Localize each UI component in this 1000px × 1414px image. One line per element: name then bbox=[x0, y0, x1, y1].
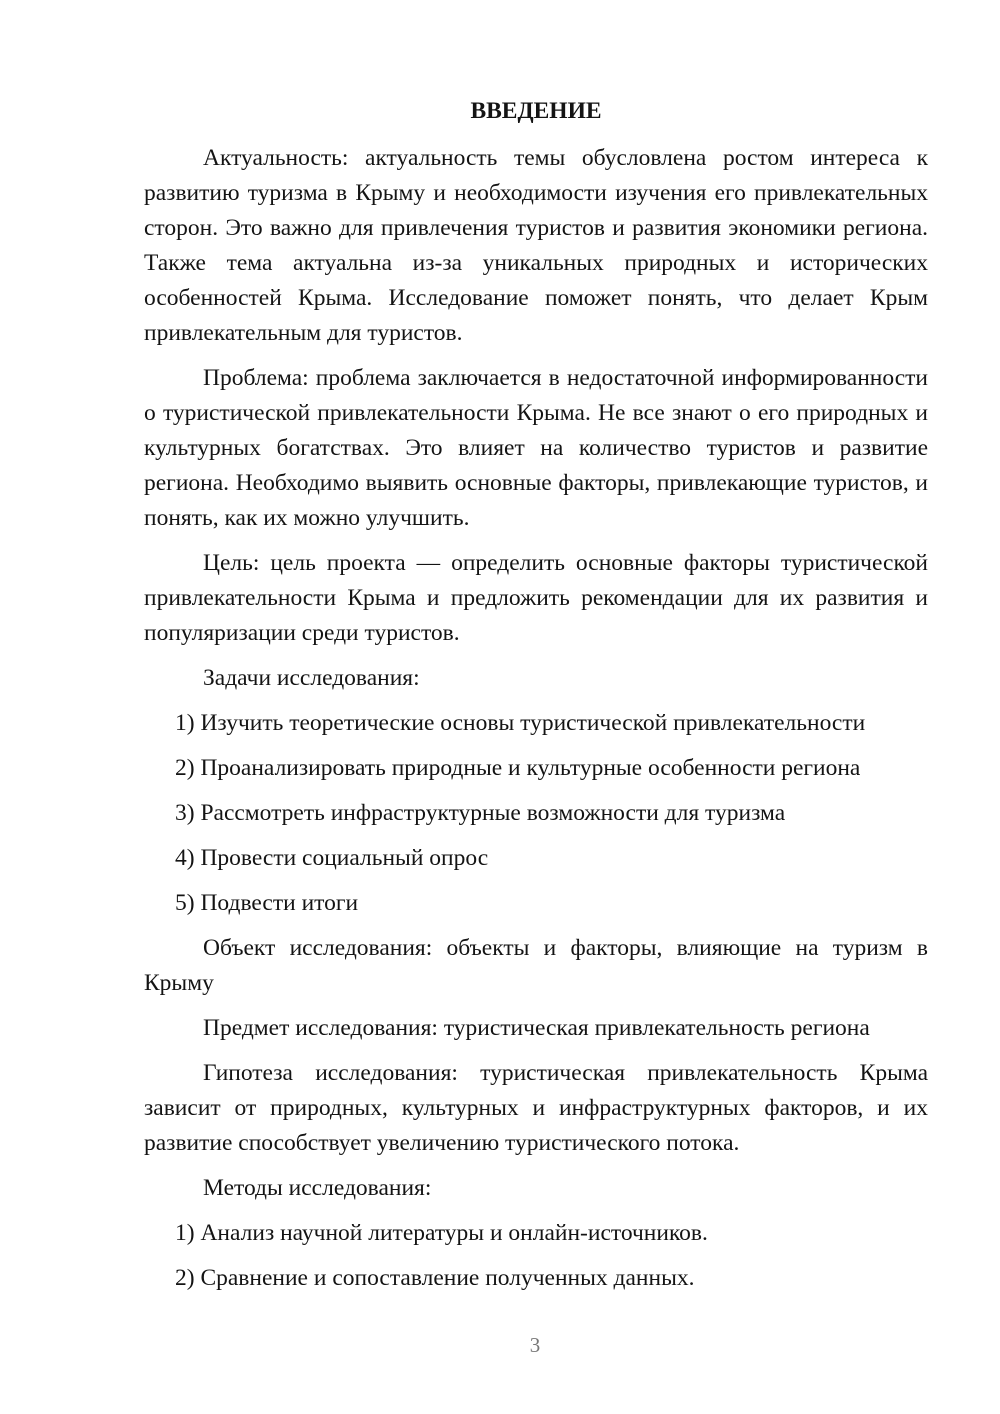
page-content bbox=[144, 94, 928, 1306]
section-heading: ВВЕДЕНИЕ bbox=[470, 98, 602, 124]
list-item: 4) Провести социальный опрос bbox=[175, 845, 489, 871]
list-item: 2) Сравнение и сопоставление полученных данных. bbox=[175, 1265, 695, 1291]
tasks-list bbox=[144, 706, 928, 921]
goal-paragraph: Цель: цель проекта — определить основные факторы туристической привлекательности Крыма и предложить рекомендации для их развития и популяризации среди туристов. bbox=[144, 550, 928, 646]
tasks-label: Задачи исследования: bbox=[203, 665, 420, 691]
methods-label: Методы исследования: bbox=[203, 1175, 432, 1201]
list-item: 3) Рассмотреть инфраструктурные возможности для туризма bbox=[175, 800, 786, 826]
page-number: 3 bbox=[529, 1333, 541, 1357]
list-item: 5) Подвести итоги bbox=[175, 890, 359, 916]
methods-list bbox=[144, 1216, 928, 1296]
list-item: 1) Изучить теоретические основы туристической привлекательности bbox=[175, 710, 866, 736]
problem-paragraph: Проблема: проблема заключается в недостаточной информированности о туристической привлекательности Крыма. Не все знают о его природных и культурных богатствах. Это влияет на количество туристов и развитие региона. Необходимо выявить основные факторы, привлекающие туристов, и понять, как их можно улучшить. bbox=[144, 365, 928, 531]
subject-paragraph: Предмет исследования: туристическая привлекательность региона bbox=[203, 1015, 870, 1041]
relevance-paragraph: Актуальность: актуальность темы обусловлена ростом интереса к развитию туризма в Крыму и необходимости изучения его привлекательных сторон. Это важно для привлечения туристов и развития экономики региона. Также тема актуальна из-за уникальных природных и исторических особенностей Крыма. Исследование поможет понять, что делает Крым привлекательным для туристов. bbox=[144, 145, 928, 346]
object-paragraph: Объект исследования: объекты и факторы, влияющие на туризм в Крыму bbox=[144, 935, 928, 996]
list-item: 1) Анализ научной литературы и онлайн-источников. bbox=[175, 1220, 708, 1246]
list-item: 2) Проанализировать природные и культурные особенности региона bbox=[175, 755, 861, 781]
hypothesis-paragraph: Гипотеза исследования: туристическая привлекательность Крыма зависит от природных, культурных и инфраструктурных факторов, и их развитие способствует увеличению туристического потока. bbox=[144, 1060, 928, 1156]
